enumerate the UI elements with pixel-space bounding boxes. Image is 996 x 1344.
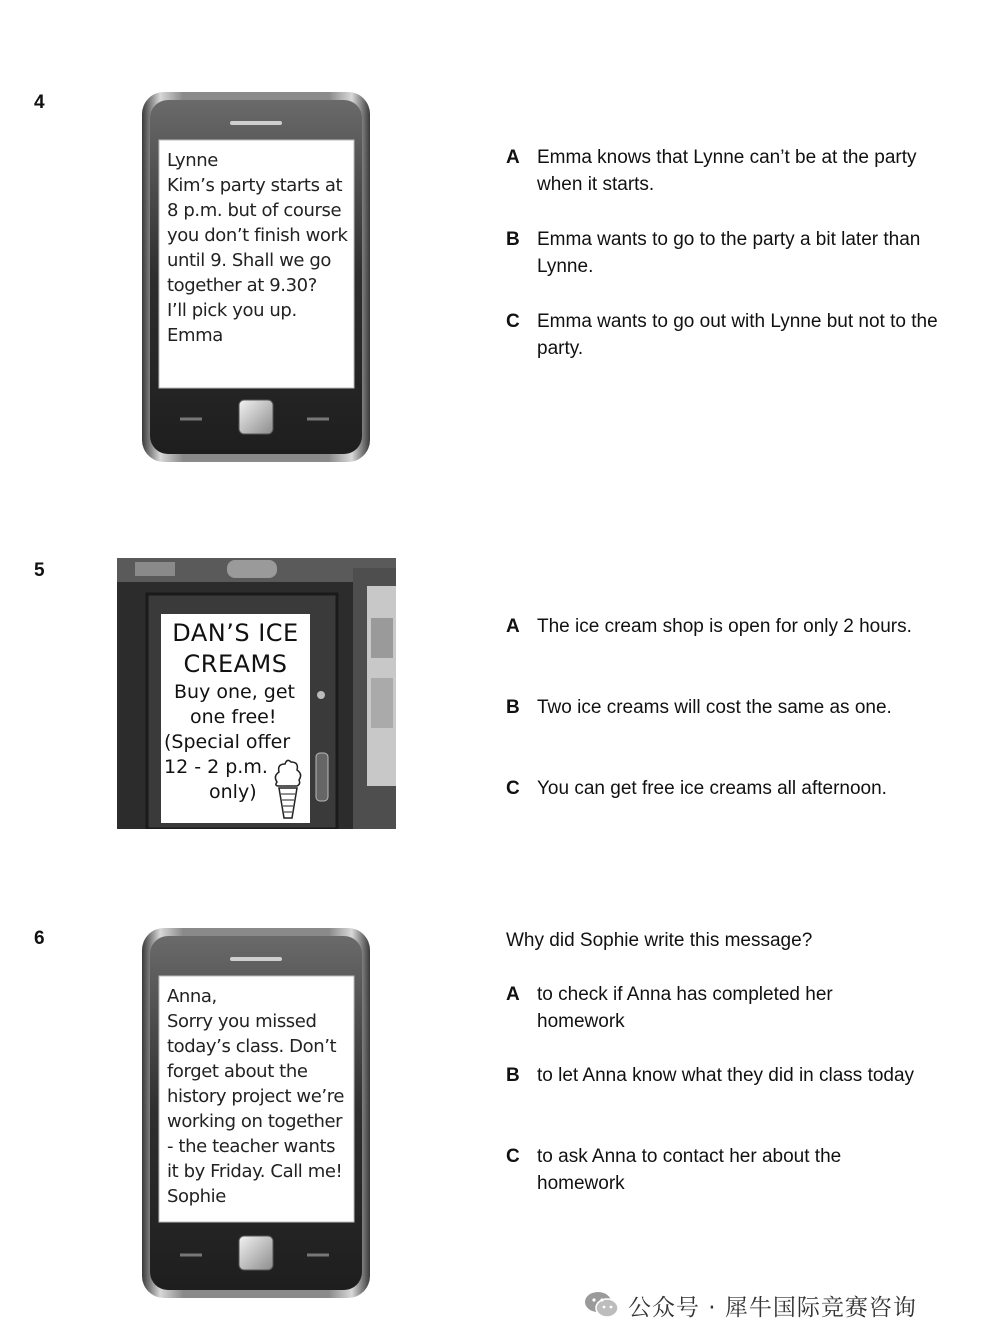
message-line: Anna,: [167, 986, 217, 1007]
option-text: Emma knows that Lynne can’t be at the party when it starts.: [537, 147, 917, 195]
message-line: together at 9.30?: [167, 275, 317, 296]
sign-line: (Special offer: [164, 731, 291, 753]
message-line: Sophie: [167, 1186, 226, 1207]
option-text: Emma wants to go out with Lynne but not to the party.: [537, 311, 938, 359]
option-letter: A: [506, 616, 520, 637]
sign-line: one free!: [190, 706, 277, 728]
message-line: working on together: [167, 1111, 343, 1132]
ice-cream-cone-icon: [271, 758, 305, 820]
option-text: to check if Anna has completed her homework: [537, 984, 833, 1032]
option-letter: C: [506, 1146, 520, 1167]
option-letter: A: [506, 984, 520, 1005]
message-line: today’s class. Don’t: [167, 1036, 337, 1057]
message-line: until 9. Shall we go: [167, 250, 332, 271]
message-line: history project we’re: [167, 1086, 345, 1107]
message-line: I’ll pick you up.: [167, 300, 297, 321]
option-letter: C: [506, 778, 520, 799]
sign-line: Buy one, get: [174, 681, 295, 703]
sign-line: 12 - 2 p.m.: [164, 756, 268, 778]
message-line: you don’t finish work: [167, 225, 348, 246]
sign-line: only): [209, 781, 257, 803]
sign-title: [161, 618, 310, 680]
watermark: [584, 1288, 917, 1322]
phone-image-q4: [142, 92, 370, 462]
text-message-q6: [167, 984, 355, 1209]
message-line: Lynne: [167, 150, 218, 171]
question-number-5: 5: [34, 560, 45, 581]
option-letter: A: [506, 147, 520, 168]
option-text: The ice cream shop is open for only 2 hours.: [537, 616, 912, 637]
message-line: - the teacher wants: [167, 1136, 336, 1157]
question-number-4: 4: [34, 92, 45, 113]
message-line: Kim’s party starts at: [167, 175, 343, 196]
message-line: forget about the: [167, 1061, 308, 1082]
sign-title-line: DAN’S ICE: [172, 619, 299, 647]
phone-image-q6: [142, 928, 370, 1298]
watermark-text: 公众号 · 犀牛国际竞赛咨询: [628, 1294, 917, 1321]
option-letter: B: [506, 1065, 520, 1086]
message-line: Sorry you missed: [167, 1011, 317, 1032]
option-text: to let Anna know what they did in class today: [537, 1065, 915, 1086]
question-prompt-6: Why did Sophie write this message?: [506, 930, 813, 951]
message-line: 8 p.m. but of course: [167, 200, 342, 221]
wechat-icon: [584, 1290, 620, 1320]
option-text: You can get free ice creams all afternoon.: [537, 778, 887, 799]
question-number-6: 6: [34, 928, 45, 949]
ice-cream-sign: [161, 614, 310, 823]
option-letter: B: [506, 229, 520, 250]
option-text: Two ice creams will cost the same as one.: [537, 697, 892, 718]
option-text: to ask Anna to contact her about the homework: [537, 1146, 842, 1194]
message-line: Emma: [167, 325, 223, 346]
text-message-q4: [167, 148, 355, 348]
message-line: it by Friday. Call me!: [167, 1161, 343, 1182]
sign-title-line: CREAMS: [183, 650, 288, 678]
option-letter: C: [506, 311, 520, 332]
option-text: Emma wants to go to the party a bit later than Lynne.: [537, 229, 921, 277]
option-letter: B: [506, 697, 520, 718]
